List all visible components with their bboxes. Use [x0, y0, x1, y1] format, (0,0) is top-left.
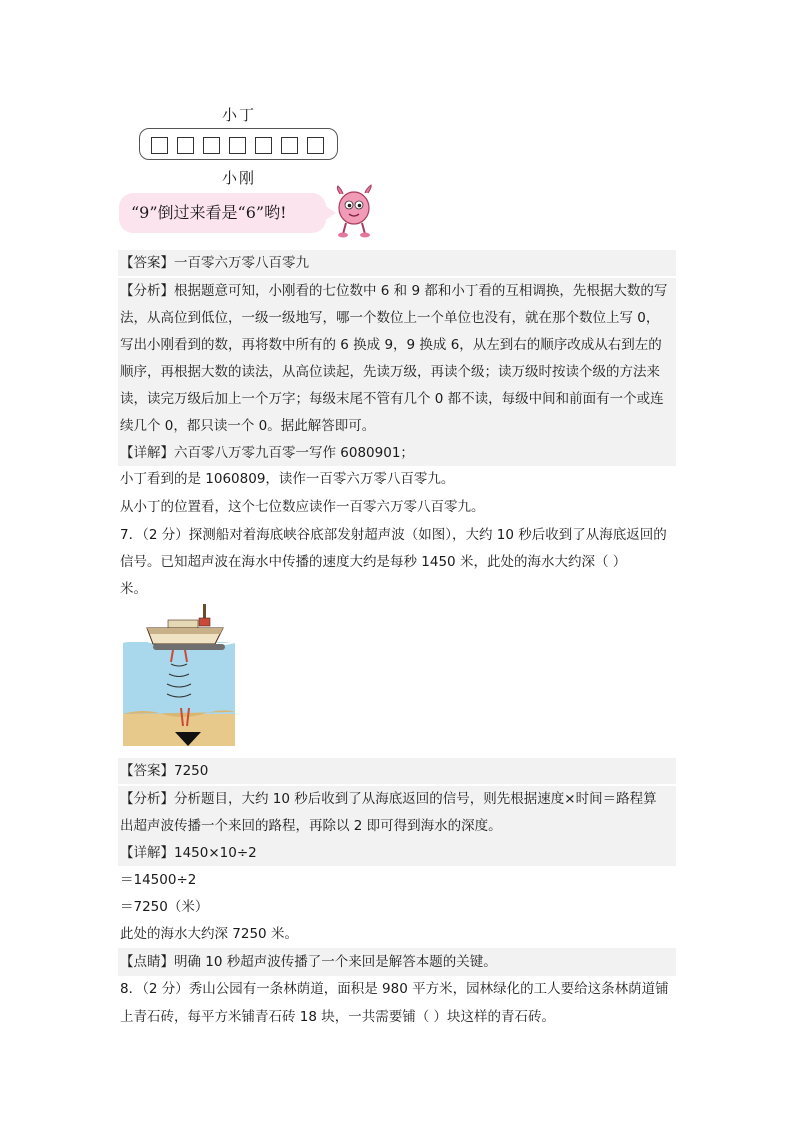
q7-analysis-line: 出超声波传播一个来回的路程，再除以 2 即可得到海水的深度。	[120, 818, 502, 834]
q6-detail-line: 从小丁的位置看，这个七位数应读作一百零六万零八百零九。	[120, 499, 485, 515]
bottom-label: 小刚	[222, 169, 257, 187]
q7-comment: 【点睛】明确 10 秒超声波传播了一个来回是解答本题的关键。	[120, 954, 497, 970]
q7-question-line: 信号。已知超声波在海水中传播的速度大约是每秒 1450 米，此处的海水大约深（ ）	[120, 554, 627, 570]
q7-detail-line: 此处的海水大约深 7250 米。	[120, 926, 298, 942]
digit-box	[177, 137, 194, 154]
top-label: 小丁	[222, 106, 257, 124]
digit-box	[255, 137, 272, 154]
q6-analysis-line: 顺序，再根据大数的读法，从高位读起，先读万级，再读个级；读万级时按读个级的方法来	[120, 364, 660, 380]
q8-question-line: 8．（2 分）秀山公园有一条林荫道，面积是 980 平方米，园林绿化的工人要给这条林荫道铺	[120, 981, 669, 997]
q6-analysis-line: 【分析】根据题意可知，小刚看的七位数中 6 和 9 都和小丁看的互相调换，先根据大数的写	[120, 283, 668, 299]
q7-analysis-line: 【分析】分析题目，大约 10 秒后收到了从海底返回的信号，则先根据速度×时间＝路程算	[120, 791, 657, 807]
q7-detail-line: ＝14500÷2	[120, 872, 197, 888]
speech-bubble: “9”倒过来看是“6”哟!	[119, 193, 326, 233]
q7-question-line: 米。	[120, 581, 147, 597]
digit-box	[151, 137, 168, 154]
sonar-ship-illustration	[123, 604, 235, 746]
q6-analysis-line: 读，读完万级后加上一个万字；每级末尾不管有几个 0 都不读，每级中间和前面有一个或连	[120, 391, 664, 407]
q7-answer: 【答案】7250	[120, 763, 209, 779]
q7-question-line: 7．（2 分）探测船对着海底峡谷底部发射超声波（如图），大约 10 秒后收到了从海底返回的	[120, 527, 667, 543]
q6-analysis-line: 续几个 0，都只读一个 0。据此解答即可。	[120, 418, 376, 434]
digit-box	[281, 137, 298, 154]
q6-analysis-line: 法，从高位到低位，一级一级地写，哪一个数位上一个单位也没有，就在那个数位上写 0，	[120, 310, 660, 326]
q7-detail-line: 【详解】1450×10÷2	[120, 845, 257, 861]
digit-box	[203, 137, 220, 154]
q6-detail-line: 小丁看到的是 1060809，读作一百零六万零八百零九。	[120, 471, 455, 487]
q7-detail-line: ＝7250（米）	[120, 899, 209, 915]
cartoon-mascot-icon	[334, 184, 376, 242]
q6-analysis-line: 写出小刚看到的数，再将数中所有的 6 换成 9，9 换成 6，从左到右的顺序改成从右到左的	[120, 337, 662, 353]
q6-detail-line: 【详解】六百零八万零九百零一写作 6080901；	[120, 445, 414, 461]
digit-box	[307, 137, 324, 154]
digit-box	[229, 137, 246, 154]
q8-question-line: 上青石砖，每平方米铺青石砖 18 块，一共需要铺（ ）块这样的青石砖。	[120, 1009, 556, 1025]
digit-box-frame	[139, 128, 338, 160]
q6-answer: 【答案】一百零六万零八百零九	[120, 255, 309, 271]
